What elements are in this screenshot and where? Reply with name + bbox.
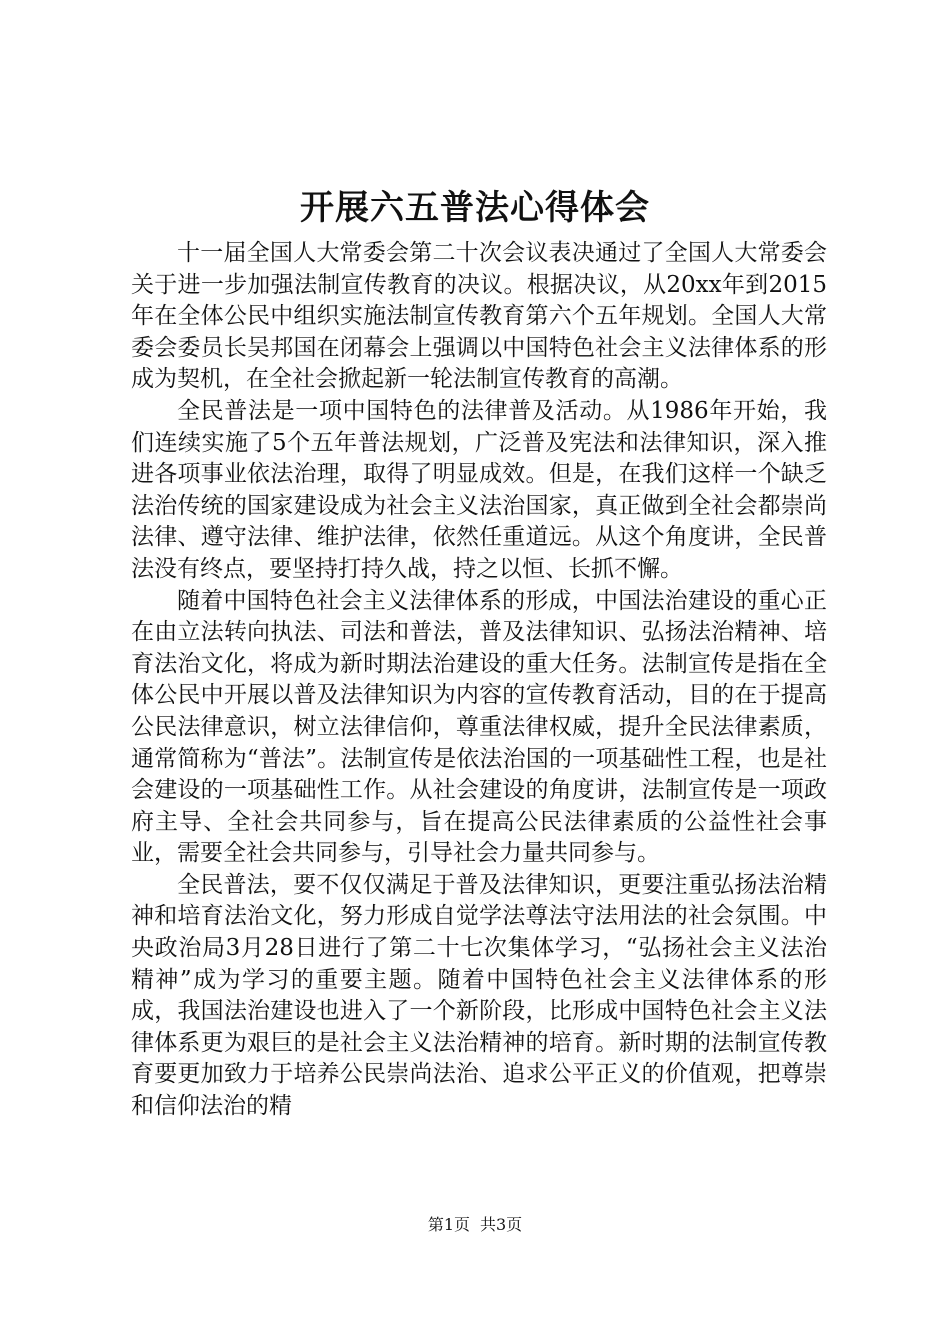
page-number-current: 第1页	[427, 1215, 470, 1234]
paragraph-4: 全民普法，要不仅仅满足于普及法律知识，更要注重弘扬法治精神和培育法治文化，努力形成自觉学法尊法守法用法的社会氛围。中央政治局3月28日进行了第二十七次集体学习，“弘扬社会主义法治精神”成为学习的重要主题。随着中国特色社会主义法律体系的形成，我国法治建设也进入了一个新阶段，比形成中国特色社会主义法律体系更为艰巨的是社会主义法治精神的培育。新时期的法制宣传教育要更加致力于培养公民崇尚法治、追求公平正义的价值观，把尊崇和信仰法治的精	[131, 871, 827, 1120]
page-number-total: 共3页	[480, 1215, 523, 1234]
page-footer	[0, 1213, 950, 1237]
document-body	[131, 238, 827, 1123]
paragraph-2: 全民普法是一项中国特色的法律普及活动。从1986年开始，我们连续实施了5个五年普法规划，广泛普及宪法和法律知识，深入推进各项事业依法治理，取得了明显成效。但是，在我们这样一个缺乏法治传统的国家建设成为社会主义法治国家，真正做到全社会都崇尚法律、遵守法律、维护法律，依然任重道远。从这个角度讲，全民普法没有终点，要坚持打持久战，持之以恒、长抓不懈。	[131, 397, 827, 582]
paragraph-3: 随着中国特色社会主义法律体系的形成，中国法治建设的重心正在由立法转向执法、司法和普法，普及法律知识、弘扬法治精神、培育法治文化，将成为新时期法治建设的重大任务。法制宣传是指在全体公民中开展以普及法律知识为内容的宣传教育活动，目的在于提高公民法律意识，树立法律信仰，尊重法律权威，提升全民法律素质，通常简称为“普法”。法制宣传是依法治国的一项基础性工程，也是社会建设的一项基础性工作。从社会建设的角度讲，法制宣传是一项政府主导、全社会共同参与，旨在提高公民法律素质的公益性社会事业，需要全社会共同参与，引导社会力量共同参与。	[131, 587, 827, 867]
document-title: 开展六五普法心得体会	[300, 188, 650, 228]
paragraph-1: 十一届全国人大常委会第二十次会议表决通过了全国人大常委会关于进一步加强法制宣传教育的决议。根据决议，从20xx年到2015年在全体公民中组织实施法制宣传教育第六个五年规划。全国人大常委会委员长吴邦国在闭幕会上强调以中国特色社会主义法律体系的形成为契机，在全社会掀起新一轮法制宣传教育的高潮。	[131, 240, 827, 393]
